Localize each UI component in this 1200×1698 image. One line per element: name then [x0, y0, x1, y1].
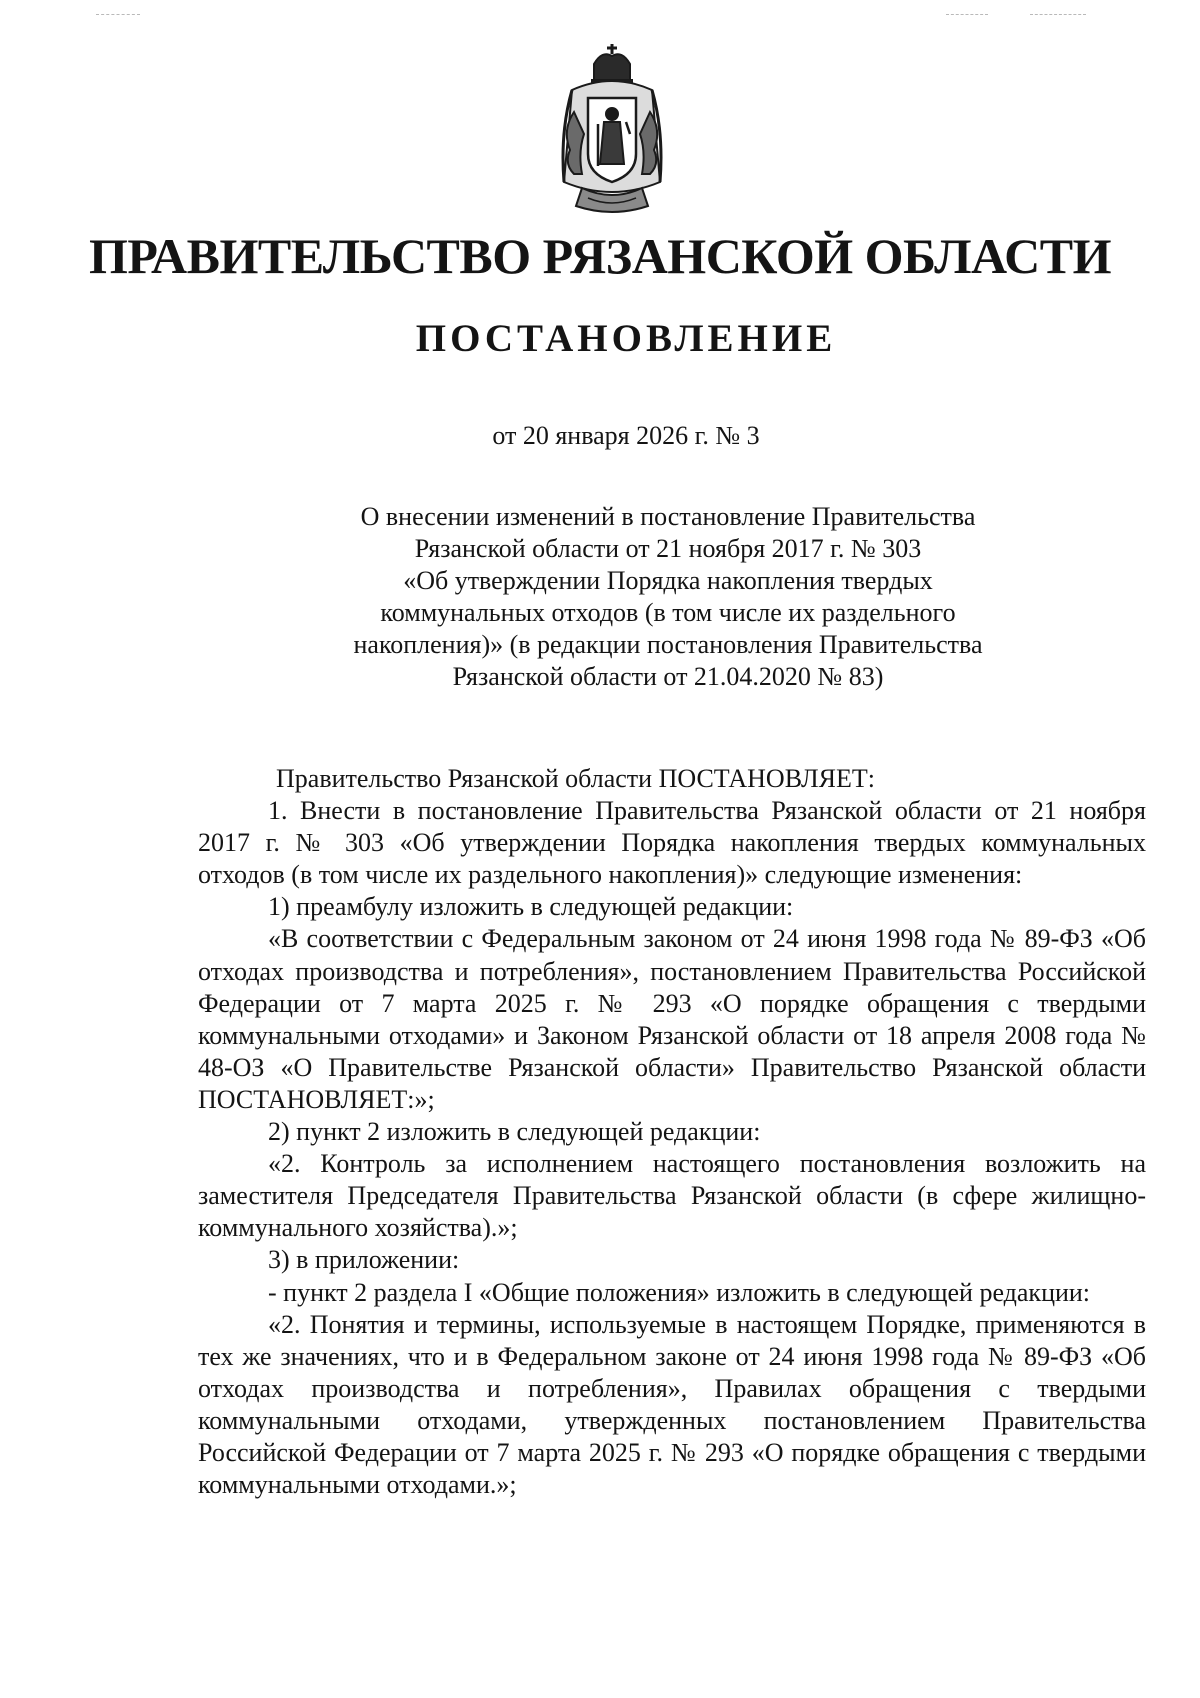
subitem-3-heading: 3) в приложении:: [268, 1245, 460, 1275]
preamble-paragraph: Правительство Рязанской области ПОСТАНОВЛЯЕТ:: [276, 764, 876, 793]
subject-line: «Об утверждении Порядка накопления твердых: [403, 566, 933, 595]
document-type-heading: ПОСТАНОВЛЕНИЕ: [415, 317, 837, 360]
subject-line: накопления)» (в редакции постановления Правительства: [353, 630, 983, 659]
item-1-paragraph: 1. Внести в постановление Правительства Рязанской области от 21 ноября 2017 г. № 303 «Об утверждении Порядка накопления твердых коммунальных отходов (в том числе их раздельного накопления)» следующие изменения:: [198, 796, 1146, 890]
document-body: [198, 763, 1146, 1501]
organization-title: ПРАВИТЕЛЬСТВО РЯЗАНСКОЙ ОБЛАСТИ: [88, 228, 1112, 284]
subitem-1-heading: 1) преамбулу изложить в следующей редакции:: [268, 892, 794, 922]
scan-artifact: [1030, 14, 1086, 15]
subject-line: Рязанской области от 21.04.2020 № 83): [452, 662, 884, 691]
subject-line: О внесении изменений в постановление Правительства: [360, 502, 976, 531]
subject-line: Рязанской области от 21 ноября 2017 г. № 303: [414, 534, 922, 563]
scan-artifact: [96, 14, 140, 15]
scan-artifact: [946, 14, 988, 15]
coat-of-arms-icon: [544, 42, 680, 218]
subitem-1-text: «В соответствии с Федеральным законом от 24 июня 1998 года № 89-ФЗ «Об отходах производства и потребления», постановлением Правительства Российской Федерации от 7 марта 2025 г. № 293 «О порядке обращения с твердыми коммунальными отходами» и Законом Рязанской области от 18 апреля 2008 года № 48-ОЗ «О Правительстве Рязанской области» Правительство Рязанской области ПОСТАНОВЛЯЕТ:»;: [198, 924, 1146, 1114]
subitem-2-text: «2. Контроль за исполнением настоящего постановления возложить на заместителя Председателя Правительства Рязанской области (в сфере жилищно-коммунального хозяйства).»;: [198, 1149, 1146, 1243]
subitem-3-item: - пункт 2 раздела I «Общие положения» изложить в следующей редакции:: [268, 1277, 1091, 1307]
subitem-3-text: «2. Понятия и термины, используемые в настоящем Порядке, применяются в тех же значениях, что и в Федеральном законе от 24 июня 1998 года № 89-ФЗ «Об отходах производства и потребления», Правилах обращения с твердыми коммунальными отходами, утвержденных постановлением Правительства Российской Федерации от 7 марта 2025 г. № 293 «О порядке обращения с твердыми коммунальными отходами.»;: [198, 1309, 1146, 1500]
subitem-2-heading: 2) пункт 2 изложить в следующей редакции:: [268, 1117, 761, 1147]
document-date-number: от 20 января 2026 г. № 3: [492, 421, 760, 450]
document-subject: [300, 501, 1036, 693]
subject-line: коммунальных отходов (в том числе их раздельного: [380, 598, 956, 627]
